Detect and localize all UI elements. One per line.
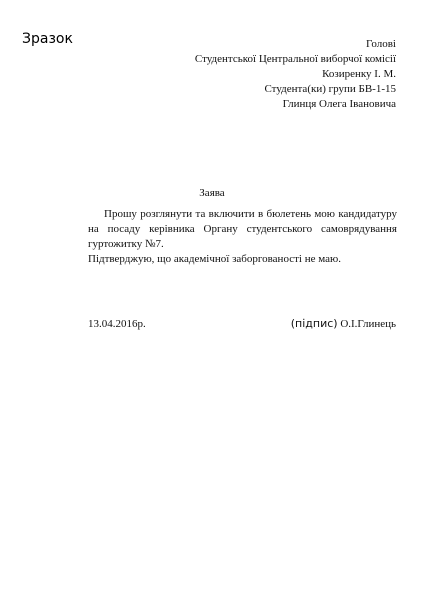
application-body xyxy=(88,207,397,267)
addressee-line-1: Голові xyxy=(366,38,396,50)
signature-label: (підпис) xyxy=(290,317,338,330)
addressee-line-4: Студента(ки) групи БВ-1-15 xyxy=(264,83,396,95)
sample-label: Зразок xyxy=(22,31,73,47)
addressee-line-5: Глинця Олега Івановича xyxy=(282,98,396,110)
addressee-line-3: Козиренку І. М. xyxy=(322,68,396,80)
body-paragraph-1: Прошу розглянути та включити в бюлетень мою кандидатуру на посаду керівника Органу студентського самоврядування гуртожитку №7. xyxy=(88,208,397,250)
addressee-line-2: Студентської Центральної виборчої комісії xyxy=(194,53,396,65)
signature-name: О.І.Глинець xyxy=(340,318,396,330)
body-paragraph-2: Підтверджую, що академічної заборгованості не маю. xyxy=(88,253,341,265)
document-date: 13.04.2016р. xyxy=(88,318,146,330)
signature-block xyxy=(291,317,396,330)
document-title: Заява xyxy=(199,187,225,199)
addressee-block xyxy=(136,37,396,112)
